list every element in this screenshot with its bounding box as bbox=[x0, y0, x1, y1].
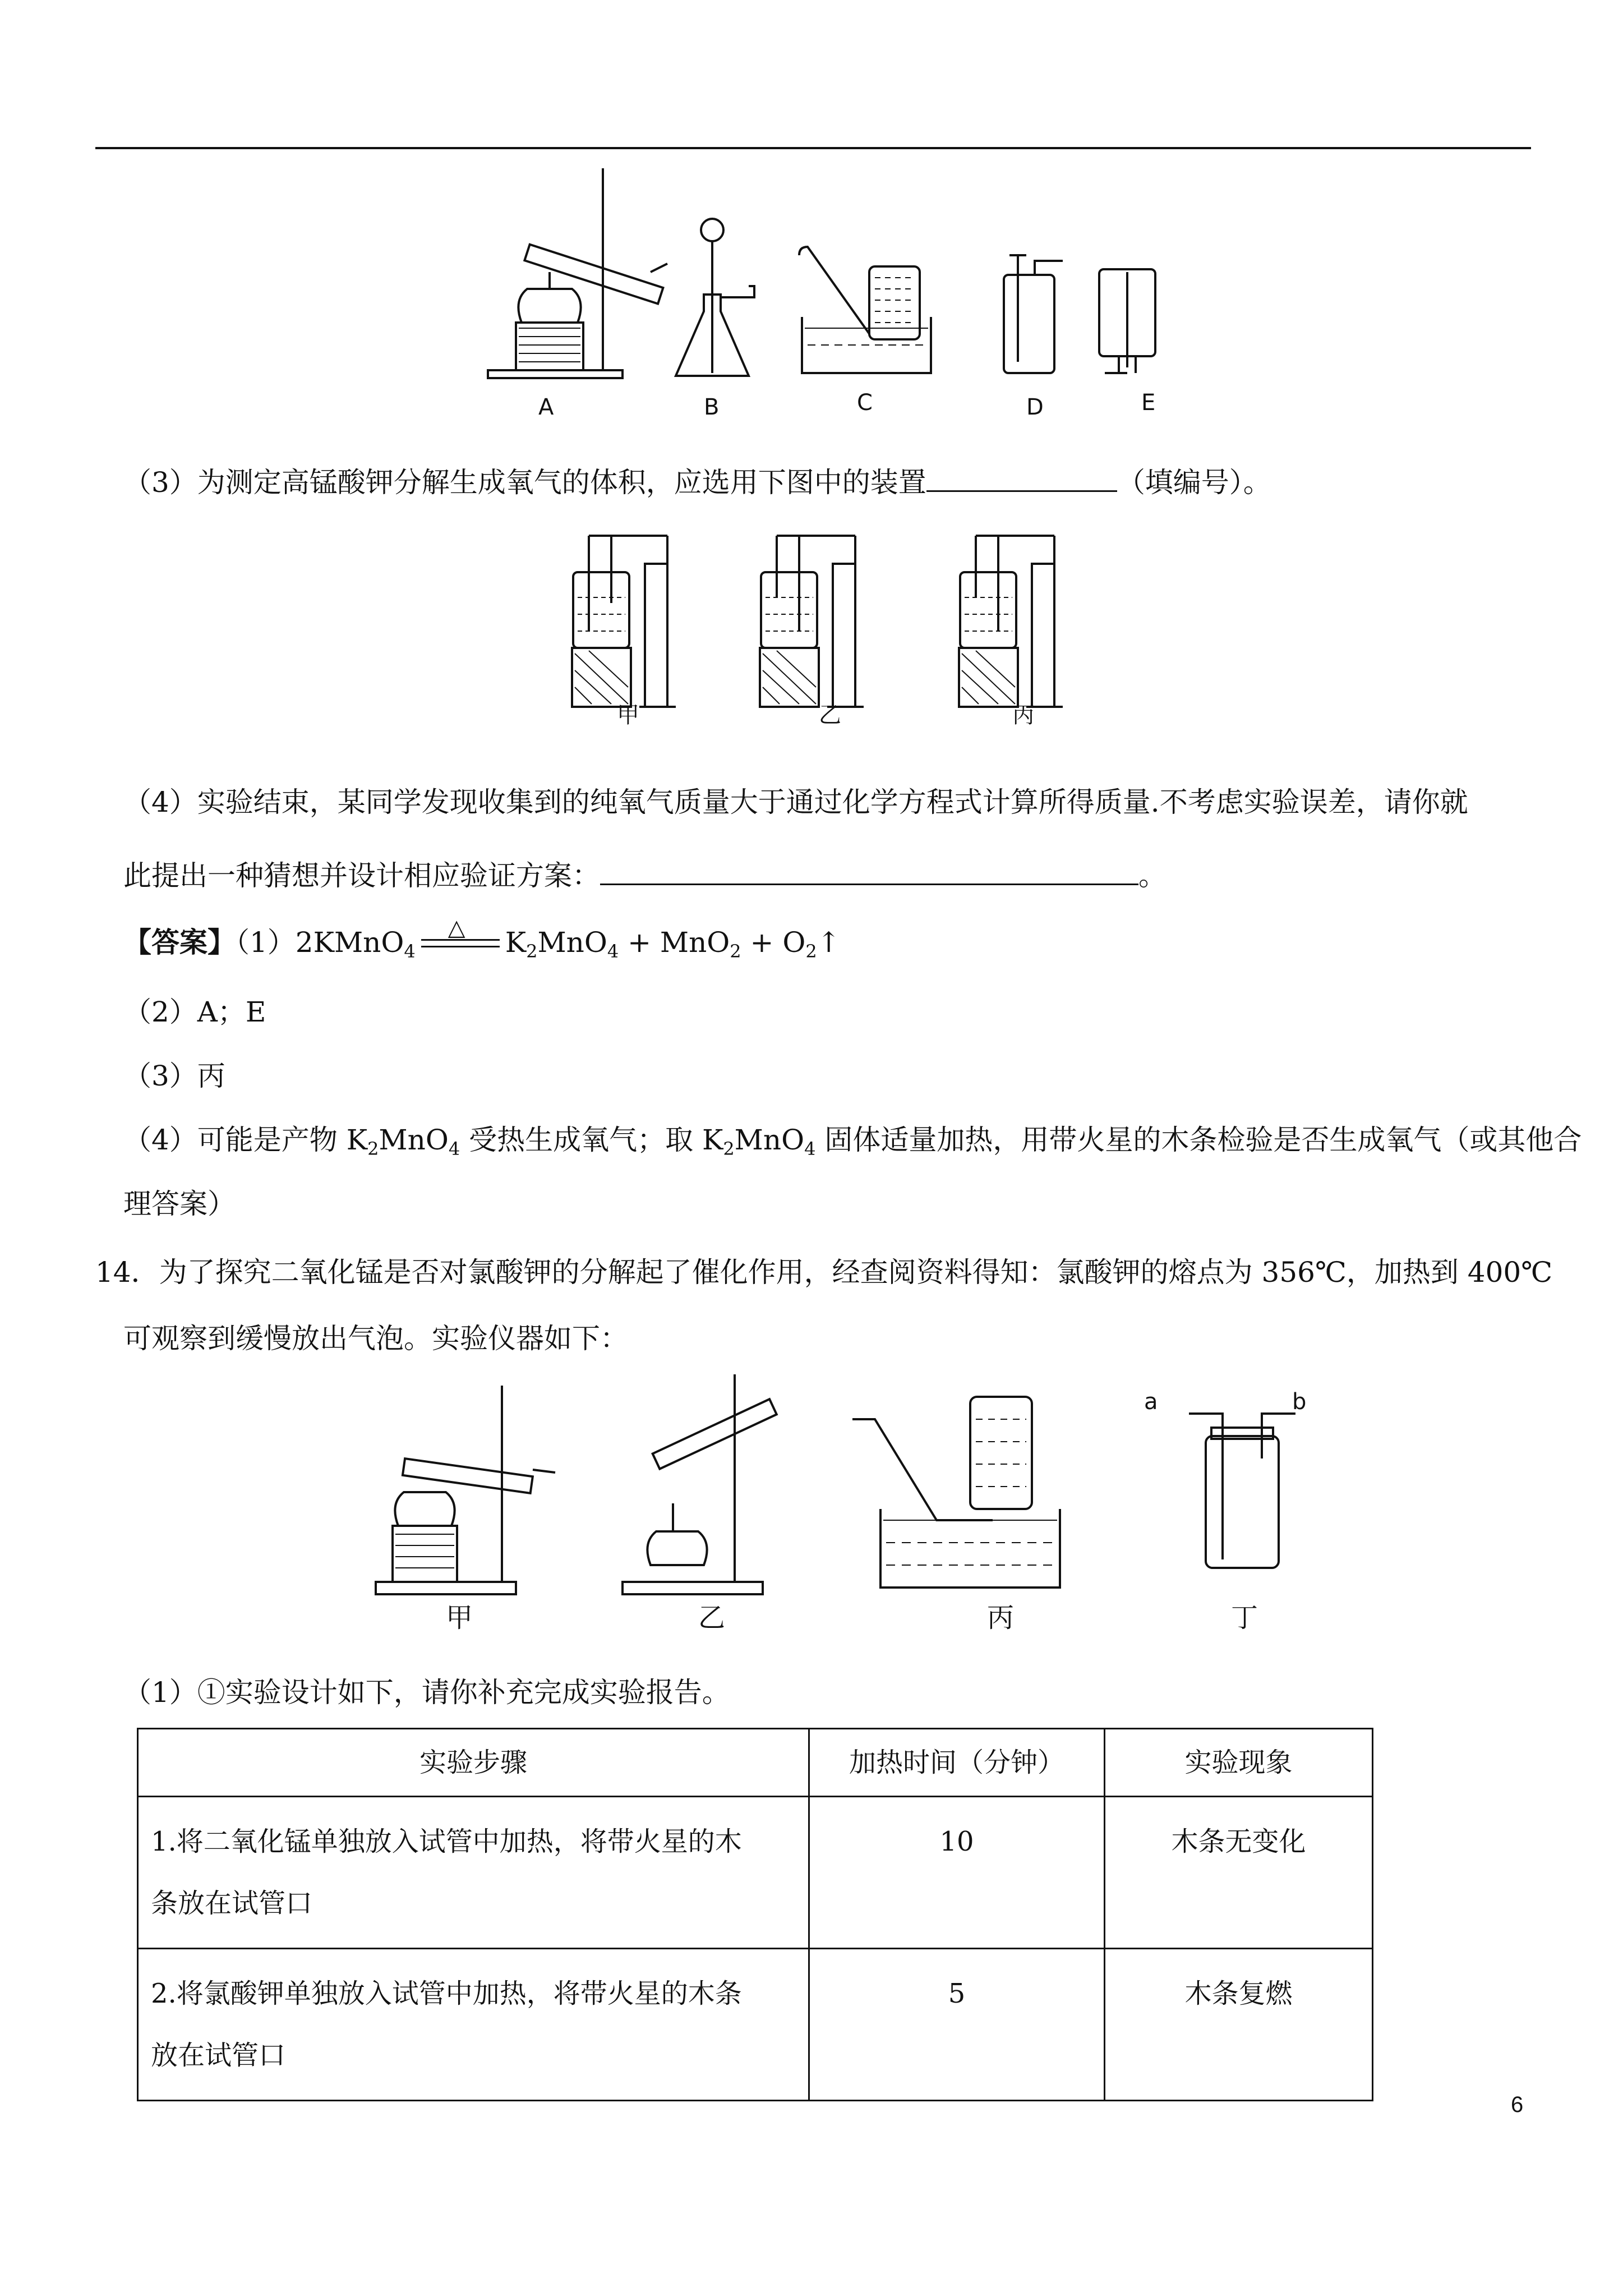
header-step: 实验步骤 bbox=[138, 1729, 809, 1797]
answer-4-line1: （4）可能是产物 $K_2MnO_4$ 受热生成氧气；取 $K_2MnO_4$ 固体适量加热，用带火星的木条检验是否生成氧气（或其他合 bbox=[123, 1124, 1582, 1159]
apparatus-d-icon bbox=[1004, 255, 1063, 373]
row1-result: 木条无变化 bbox=[1105, 1797, 1373, 1949]
apparatus-a-icon bbox=[488, 168, 667, 378]
row2-result: 木条复燃 bbox=[1105, 1949, 1373, 2101]
label-d: D bbox=[1026, 394, 1044, 420]
apparatus-c-icon bbox=[799, 247, 931, 373]
answer-2: （2）A；E bbox=[123, 996, 266, 1028]
question-4-line2: 此提出一种猜想并设计相应验证方案： 。 bbox=[123, 855, 1166, 894]
answer-1: 【答案】（1）2KMnO$_4$ △ $K_2MnO_4 + MnO_2$ + $O_2↑$ bbox=[123, 915, 841, 962]
row1-time: 10 bbox=[809, 1797, 1105, 1949]
up-arrow-icon: ↑ bbox=[817, 926, 841, 959]
label-jia-q14: 甲 bbox=[446, 1602, 473, 1634]
header-result: 实验现象 bbox=[1105, 1729, 1373, 1797]
apparatus-bing-icon bbox=[852, 1397, 1060, 1588]
question-3: （3）为测定高锰酸钾分解生成氧气的体积，应选用下图中的装置 （填编号）。 bbox=[123, 462, 1271, 500]
question-14-line1: 14．为了探究二氧化锰是否对氯酸钾的分解起了催化作用，经查阅资料得知：氯酸钾的熔点为 356℃，加热到 400℃ bbox=[95, 1256, 1553, 1289]
header-rule bbox=[95, 147, 1531, 149]
apparatus-e-icon bbox=[1099, 269, 1155, 373]
label-bing-q14: 丙 bbox=[987, 1602, 1015, 1634]
label-e: E bbox=[1141, 390, 1156, 416]
row2-step: 2.将氯酸钾单独放入试管中加热，将带火星的木条 放在试管口 bbox=[138, 1949, 809, 2101]
label-c: C bbox=[857, 390, 873, 416]
label-ding-q14: 丁 bbox=[1231, 1602, 1258, 1634]
label-jia: 甲 bbox=[617, 702, 639, 728]
question-14-line2: 可观察到缓慢放出气泡。实验仪器如下： bbox=[123, 1322, 628, 1355]
device-bing-icon bbox=[959, 536, 1063, 707]
question-14-1-intro: （1）①实验设计如下，请你补充完成实验报告。 bbox=[123, 1676, 730, 1709]
answer-4-line2: 理答案） bbox=[123, 1188, 236, 1220]
answer-tag: 【答案】 bbox=[123, 926, 236, 959]
table-row bbox=[138, 1797, 1373, 1949]
table-row bbox=[138, 1949, 1373, 2101]
label-yi-q14: 乙 bbox=[698, 1602, 726, 1634]
gas-volume-figure bbox=[555, 524, 1116, 728]
label-yi: 乙 bbox=[819, 702, 841, 728]
port-a-label: a bbox=[1144, 1389, 1158, 1415]
apparatus-b-icon bbox=[676, 219, 754, 376]
apparatus-ding-icon bbox=[1189, 1414, 1295, 1568]
apparatus-yi-icon bbox=[623, 1374, 777, 1594]
device-yi-icon bbox=[760, 536, 864, 707]
device-jia-icon bbox=[572, 536, 676, 707]
label-b: B bbox=[704, 394, 720, 420]
header-time: 加热时间（分钟） bbox=[809, 1729, 1105, 1797]
answer-3: （3）丙 bbox=[123, 1060, 225, 1092]
table-header-row bbox=[138, 1729, 1373, 1797]
label-a: A bbox=[538, 394, 554, 420]
apparatus-figure-q14 bbox=[365, 1374, 1318, 1634]
heat-condition: △ bbox=[416, 933, 505, 956]
label-bing: 丙 bbox=[1012, 702, 1035, 728]
question-4-line1: （4）实验结束，某同学发现收集到的纯氧气质量大于通过化学方程式计算所得质量.不考虑实验误差，请你就 bbox=[123, 786, 1468, 818]
answer-blank-3[interactable] bbox=[926, 462, 1117, 492]
experiment-report-table bbox=[137, 1728, 1373, 2101]
apparatus-jia-icon bbox=[376, 1386, 555, 1594]
answer-blank-4[interactable] bbox=[600, 855, 1138, 885]
apparatus-figure-a-to-e bbox=[482, 165, 1200, 429]
page-number: 6 bbox=[1511, 2092, 1524, 2117]
port-b-label: b bbox=[1292, 1389, 1307, 1415]
row1-step: 1.将二氧化锰单独放入试管中加热，将带火星的木 条放在试管口 bbox=[138, 1797, 809, 1949]
row2-time: 5 bbox=[809, 1949, 1105, 2101]
